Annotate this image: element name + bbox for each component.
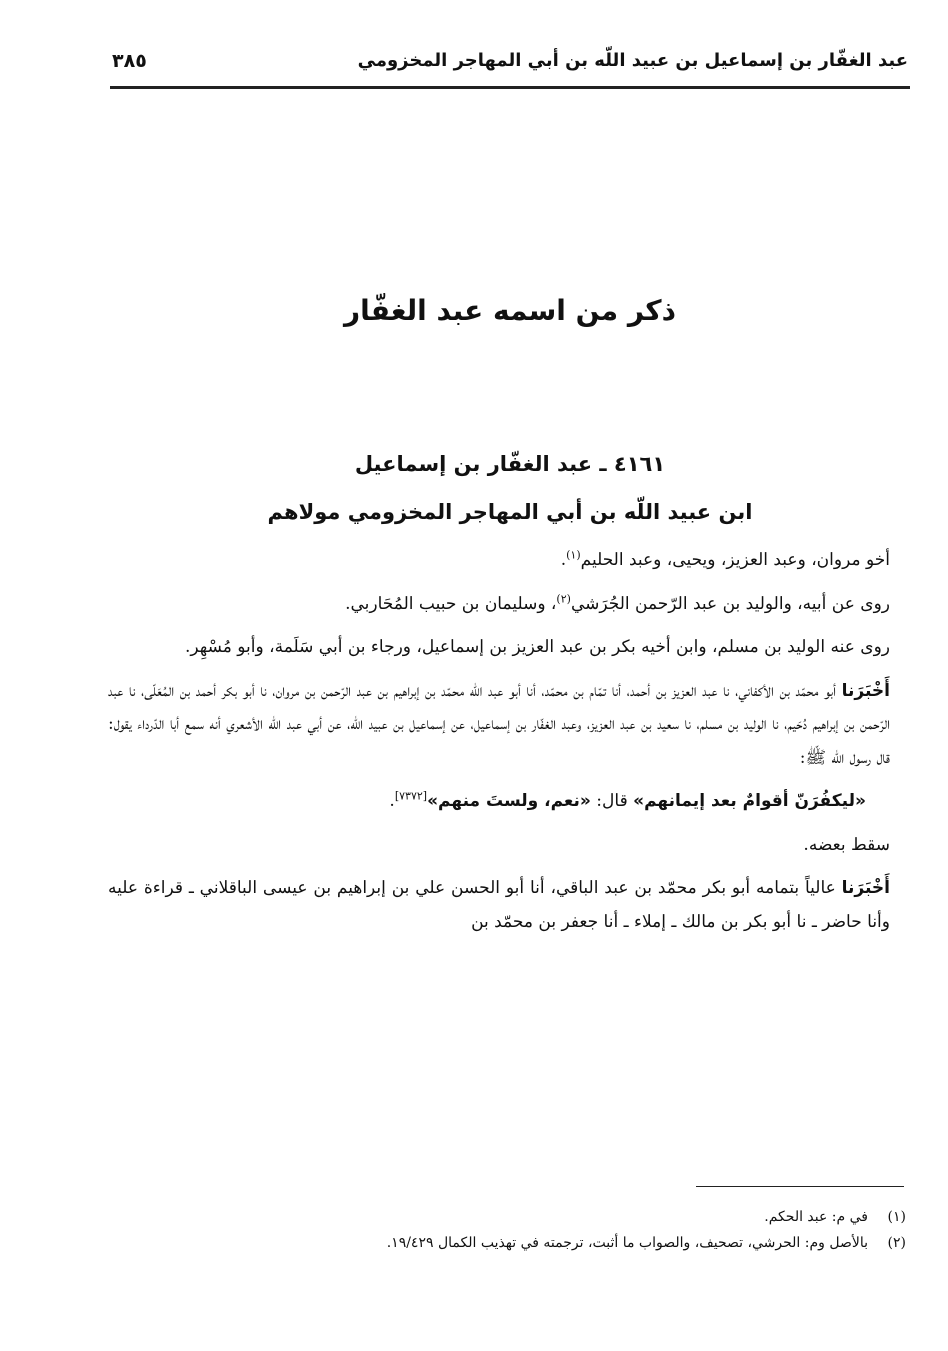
footnote-2-text: بالأصل وم: الحرشي، تصحيف، والصواب ما أثبت، ترجمته في تهذيب الكمال ١٩/٤٢٩. xyxy=(386,1235,868,1251)
paragraph-1-end: . xyxy=(560,550,567,570)
hadith-number: [٧٣٧٢] xyxy=(394,789,428,803)
paragraph-2 xyxy=(108,588,906,622)
paragraph-6 xyxy=(108,872,906,939)
paragraph-5 xyxy=(108,829,906,863)
footnote-ref-2: (٢) xyxy=(556,591,571,605)
paragraph-6-lead: أَخْبَرَنا xyxy=(841,878,890,898)
paragraph-4-lead: أَخْبَرَنا xyxy=(841,680,890,701)
quote-part-b: «نعم، ولستَ منهم» xyxy=(427,791,591,811)
footnote-1 xyxy=(200,1204,906,1230)
page-header xyxy=(108,48,908,84)
paragraph-3 xyxy=(108,631,906,665)
paragraph-3-text: روى عنه الوليد بن مسلم، وابن أخيه بكر بن عبد العزيز بن إسماعيل، ورجاء بن أبي سَلَمة، وأبو مُسْهِر. xyxy=(184,637,890,657)
hadith-quote xyxy=(108,785,906,819)
paragraph-4 xyxy=(108,675,906,776)
footnote-2-number: (٢) xyxy=(887,1235,906,1251)
paragraph-4-text: أبو محمّد بن الأكفاني، نا عبد العزيز بن أحمد، أنا تمّام بن محمّد، أنا أبو عبد اللّه محمّد بن إبراهيم بن عبد الرّحمن بن مروان، نا أبو بكر أحمد بن المُعَلّى، نا عبد الرّحمن بن إبراهيم دُحَيم، نا الوليد بن مسلم، نا سعيد بن عبد العزيز، وعبد الغفّار بن إسماعيل، عن إسماعيل بن عبيد اللّه، عن أبي عبد اللّه الأشعري أنه سمع أبا الدّرداء يقول: قال رسول اللّه ﷺ: xyxy=(108,680,890,768)
footnote-rule xyxy=(696,1186,904,1187)
footnote-2 xyxy=(200,1230,906,1256)
footnote-1-number: (١) xyxy=(887,1209,906,1225)
page-number: ٣٨٥ xyxy=(112,50,147,72)
footnote-ref-1: (١) xyxy=(566,548,581,562)
footnotes xyxy=(200,1204,906,1256)
paragraph-1 xyxy=(108,544,906,578)
quote-end: . xyxy=(389,791,395,811)
section-title: ذكر من اسمه عبد الغفّار xyxy=(344,294,676,327)
quote-mid: قال: xyxy=(590,791,634,811)
header-rule xyxy=(110,86,910,89)
quote-part-a: «ليكفُرَنّ أقوامٌ بعد إيمانهم» xyxy=(633,791,866,811)
paragraph-2-text-a: روى عن أبيه، والوليد بن عبد الرّحمن الجُرَشي xyxy=(570,593,890,614)
paragraph-2-text-b: ، وسليمان بن حبيب المُحَاربي. xyxy=(345,593,557,614)
paragraph-1-text: أخو مروان، وعبد العزيز، ويحيى، وعبد الحليم xyxy=(580,550,890,570)
body-text xyxy=(108,544,906,949)
paragraph-6-text: عالياً بتمامه أبو بكر محمّد بن عبد الباقي، أنا أبو الحسن علي بن إبراهيم بن عيسى الباقلاني ـ قراءة عليه وأنا حاضر ـ نا أبو بكر بن مالك ـ إملاء ـ أنا جعفر بن محمّد بن xyxy=(108,878,890,932)
entry-heading-line1: ٤١٦١ ـ عبد الغفّار بن إسماعيل xyxy=(354,452,666,476)
paragraph-5-text: سقط بعضه. xyxy=(803,834,890,855)
footnote-1-text: في م: عبد الحكم. xyxy=(764,1209,868,1225)
running-title: عبد الغفّار بن إسماعيل بن عبيد اللّه بن أبي المهاجر المخزومي xyxy=(357,50,908,71)
entry-heading-line2: ابن عبيد اللّه بن أبي المهاجر المخزومي مولاهم xyxy=(267,500,753,524)
